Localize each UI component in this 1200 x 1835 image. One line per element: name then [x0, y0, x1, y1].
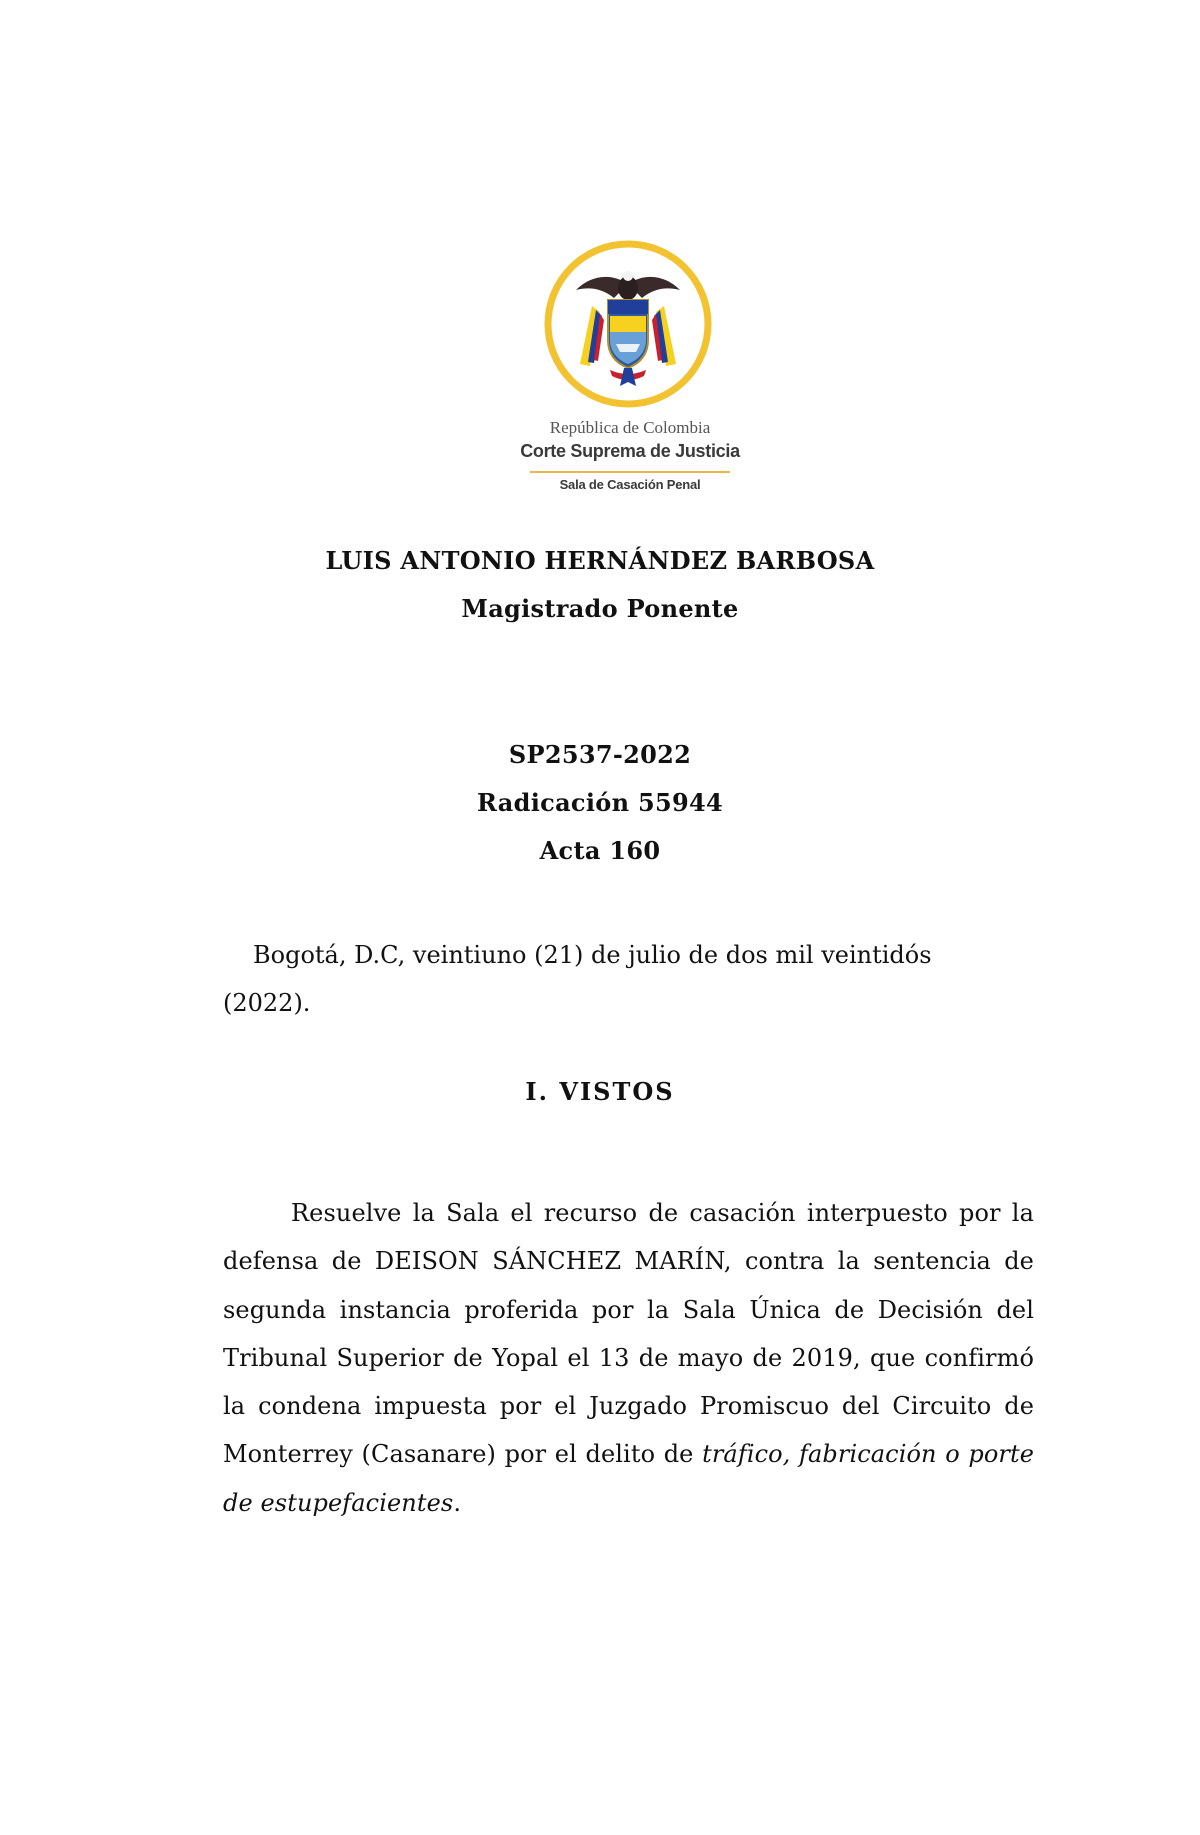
- magistrate-name: LUIS ANTONIO HERNÁNDEZ BARBOSA: [325, 546, 875, 575]
- sentence-id: SP2537-2022: [508, 740, 692, 769]
- colombia-coat-of-arms-icon: [540, 236, 716, 412]
- vistos-paragraph: [223, 1189, 1034, 1527]
- date-line: Bogotá, D.C, veintiuno (21) de julio de dos mil veintidós (2022).: [223, 941, 932, 1017]
- chamber-name: Sala de Casación Penal: [559, 477, 701, 492]
- country-name: República de Colombia: [549, 418, 711, 437]
- acta-number: Acta 160: [539, 836, 661, 865]
- header-divider: [530, 471, 730, 473]
- crime-name: tráfico, fabricación o porte de estupefacientes: [223, 1440, 1034, 1517]
- court-seal: [540, 236, 716, 412]
- paragraph-end: .: [453, 1488, 462, 1517]
- paragraph-text: Resuelve la Sala el recurso de casación interpuesto por la defensa de DEISON SÁNCHEZ MARÍN, contra la sentencia de segunda instancia proferida por la Sala Única de Decisión del Tribunal Superior de Yopal el 13 de mayo de 2019, que confirmó la condena impuesta por el Juzgado Promiscuo del Circuito de Monterrey (Casanare) por el delito de: [223, 1199, 1034, 1469]
- court-name: Corte Suprema de Justicia: [520, 441, 740, 461]
- radicacion-number: Radicación 55944: [477, 788, 723, 817]
- magistrate-role: Magistrado Ponente: [461, 594, 739, 623]
- section-title: I. VISTOS: [525, 1077, 675, 1106]
